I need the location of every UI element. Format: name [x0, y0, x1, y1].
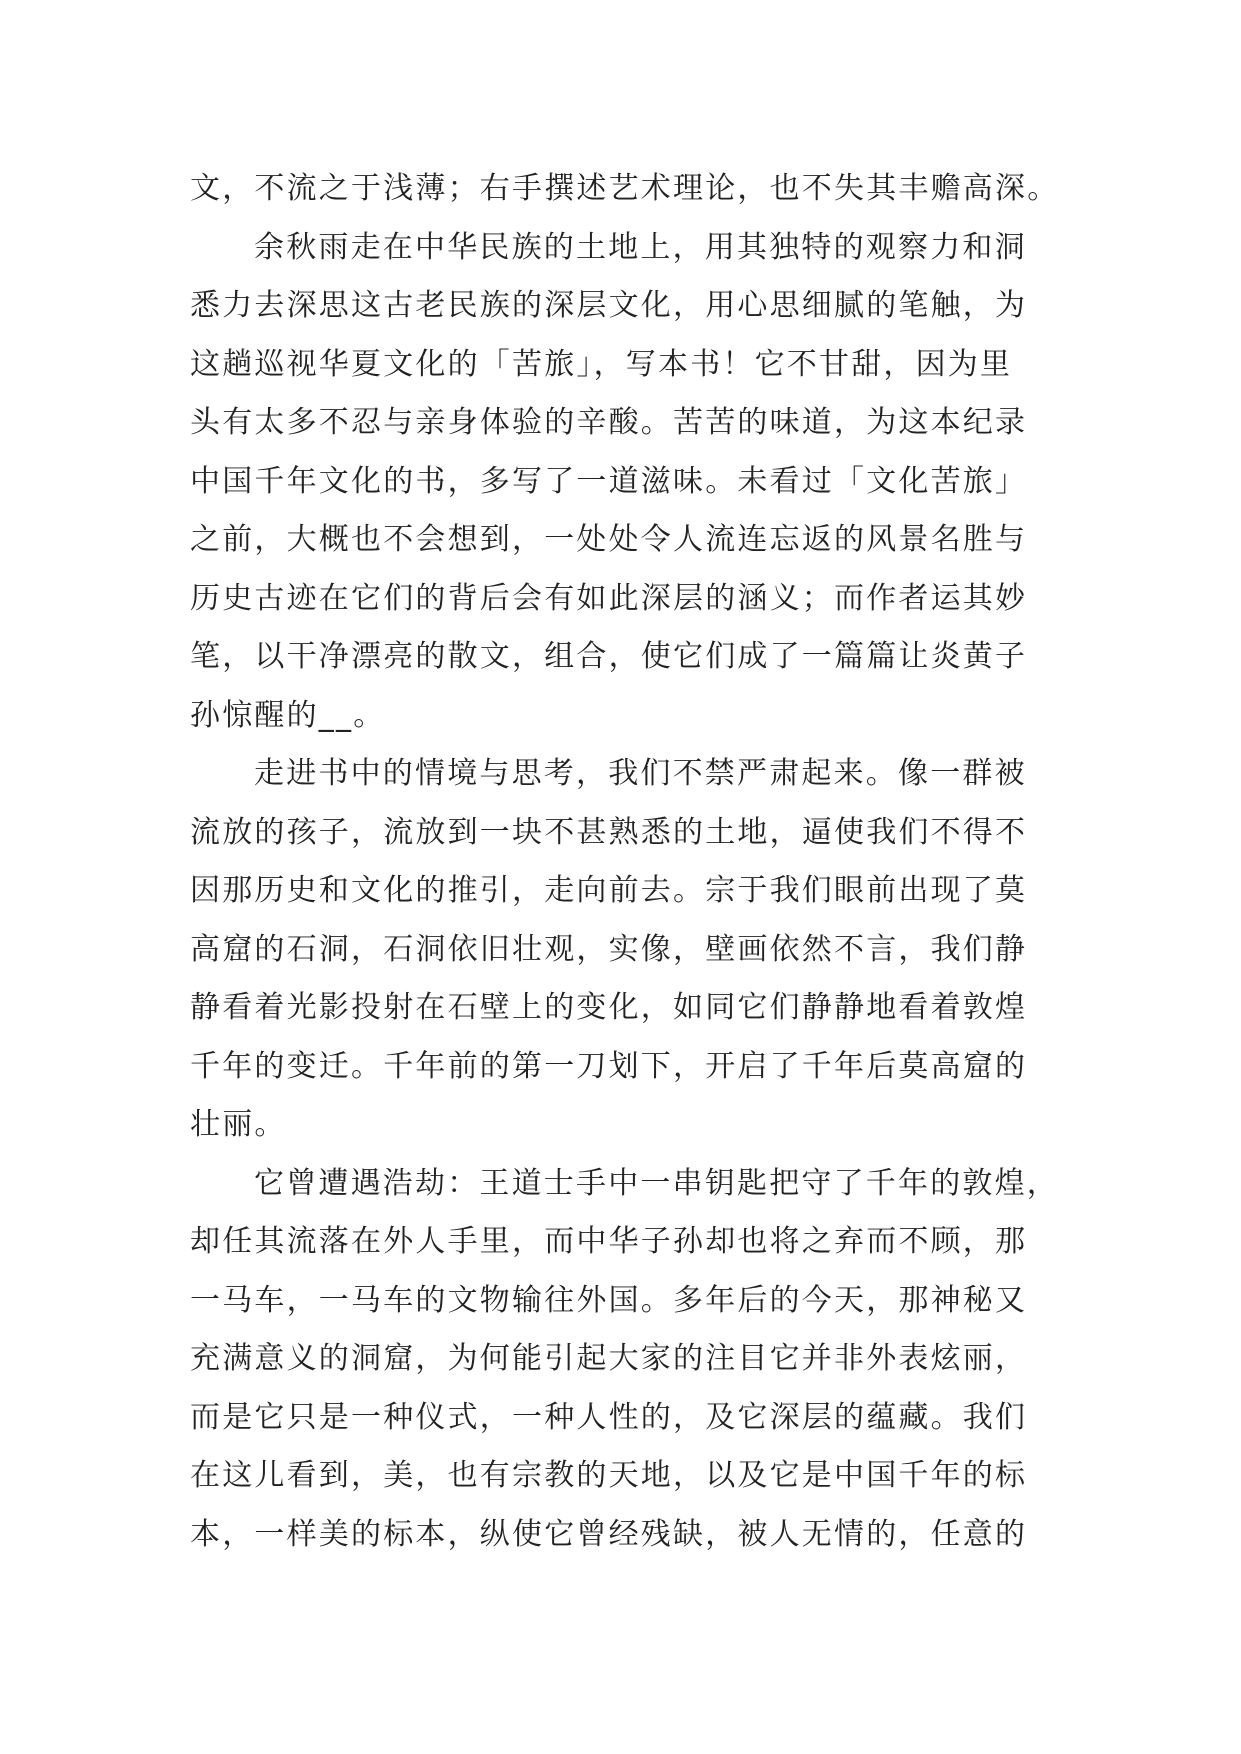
- paragraph-line: 在这儿看到，美，也有宗教的天地，以及它是中国千年的标: [190, 1458, 1028, 1493]
- paragraph-line: 孙惊醒的__。: [190, 697, 386, 733]
- paragraph-line: 却任其流落在外人手里，而中华子孙却也将之弃而不顾，那: [190, 1224, 1028, 1259]
- paragraph-line: 头有太多不忍与亲身体验的辛酸。苦苦的味道，为这本纪录: [190, 405, 1028, 440]
- paragraph-line: 本，一样美的标本，纵使它曾经残缺，被人无情的，任意的: [190, 1516, 1028, 1552]
- paragraph-line: 因那历史和文化的推引，走向前去。宗于我们眼前出现了莫: [190, 873, 1028, 908]
- paragraph-line: 中国千年文化的书，多写了一道滋味。未看过「文化苦旅」: [190, 463, 1028, 499]
- paragraph-line: 文，不流之于浅薄；右手撰述艺术理论，也不失其丰赡高深。: [190, 171, 1060, 206]
- paragraph-line: 静看着光影投射在石壁上的变化，如同它们静静地看着敦煌: [190, 990, 1028, 1025]
- paragraph-line: 一马车，一马车的文物输往外国。多年后的今天，那神秘又: [190, 1282, 1028, 1318]
- document-body: [190, 160, 1060, 1564]
- paragraph-line: 充满意义的洞窟，为何能引起大家的注目它并非外表炫丽，: [190, 1341, 1028, 1376]
- paragraph-line: 走进书中的情境与思考，我们不禁严肃起来。像一群被: [254, 756, 1027, 791]
- paragraph-line: 壮丽。: [190, 1107, 287, 1142]
- paragraph-line: 悉力去深思这古老民族的深层文化，用心思细腻的笔触，为: [190, 288, 1028, 323]
- paragraph-line: 历史古迹在它们的背后会有如此深层的涵义；而作者运其妙: [190, 580, 1028, 616]
- paragraph-line: 余秋雨走在中华民族的土地上，用其独特的观察力和洞: [254, 229, 1027, 265]
- paragraph-line: 流放的孩子，流放到一块不甚熟悉的土地，逼使我们不得不: [190, 814, 1028, 850]
- paragraph-line: 千年的变迁。千年前的第一刀划下，开启了千年后莫高窟的: [190, 1048, 1028, 1084]
- paragraph-line: 这趟巡视华夏文化的「苦旅」，写本书！它不甘甜，因为里: [190, 346, 1013, 382]
- paragraph-line: 之前，大概也不会想到，一处处令人流连忘返的风景名胜与: [190, 522, 1028, 557]
- paragraph-line: 它曾遭遇浩劫：王道士手中一串钥匙把守了千年的敦煌，: [254, 1165, 1059, 1201]
- paragraph-line: 笔，以干净漂亮的散文，组合，使它们成了一篇篇让炎黄子: [190, 639, 1028, 674]
- paragraph-line: 而是它只是一种仪式，一种人性的，及它深层的蕴藏。我们: [190, 1399, 1028, 1435]
- paragraph-line: 高窟的石洞，石洞依旧壮观，实像，壁画依然不言，我们静: [190, 931, 1028, 967]
